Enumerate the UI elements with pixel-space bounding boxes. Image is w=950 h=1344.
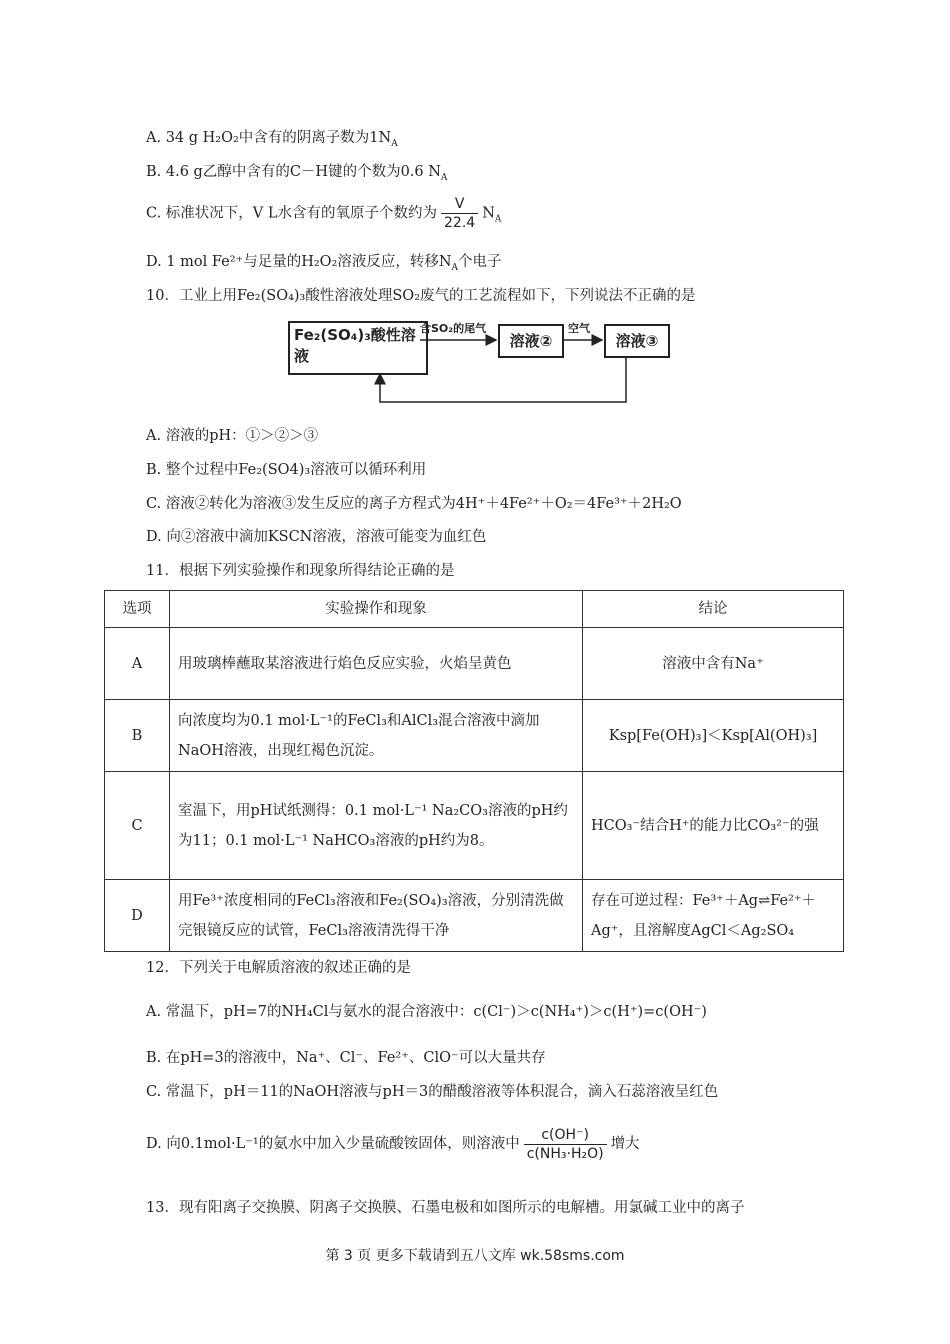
q12-option-b: B. 在pH=3的溶液中，Na⁺、Cl⁻、Fe²⁺、ClO⁻可以大量共存 [146,1050,546,1066]
fraction-v-over-22-4: $\frac{V}{22.4}$ [441,195,478,232]
q13-stem: 13．现有阳离子交换膜、阴离子交换膜、石墨电极和如图所示的电解槽。用氯碱工业中的离子 [146,1200,745,1216]
table-cell-option: C [105,772,170,880]
table-header-option: 选项 [105,591,170,628]
table-cell-conclusion: HCO₃⁻结合H⁺的能力比CO₃²⁻的强 [583,772,844,880]
q10-option-c: C. 溶液②转化为溶液③发生反应的离子方程式为4H⁺＋4Fe²⁺＋O₂＝4Fe³⁺＋2H₂O [146,496,682,512]
q10-option-a: A. 溶液的pH：①＞②＞③ [146,428,319,444]
table-cell-conclusion: 存在可逆过程：Fe³⁺＋Ag⇌Fe²⁺＋Ag⁺，且溶解度AgCl＜Ag₂SO₄ [583,880,844,952]
fraction-oh-over-nh3h2o: $\frac{c(OH^-)}{\text{c(NH₃·H₂O)}}$ [524,1126,607,1163]
table-header-row [105,591,844,628]
q9-option-a: A. 34 g H₂O₂中含有的阴离子数为$1N_A$ [146,130,398,149]
table-cell-option: A [105,628,170,700]
table-header-operation: 实验操作和现象 [170,591,583,628]
page-footer: 第 3 页 更多下载请到五八文库 wk.58sms.com [325,1248,625,1264]
table-cell-operation: 用玻璃棒蘸取某溶液进行焰色反应实验，火焰呈黄色 [170,628,583,700]
table-row [105,628,844,700]
table-cell-operation: 室温下，用pH试纸测得：0.1 mol·L⁻¹ Na₂CO₃溶液的pH约为11；0.1 mol·L⁻¹ NaHCO₃溶液的pH约为8。 [170,772,583,880]
table-cell-operation: 向浓度均为0.1 mol·L⁻¹的FeCl₃和AlCl₃混合溶液中滴加NaOH溶液，出现红褐色沉淀。 [170,700,583,772]
q12-stem: 12．下列关于电解质溶液的叙述正确的是 [146,960,411,976]
q10-stem: 10．工业上用Fe₂(SO₄)₃酸性溶液处理SO₂废气的工艺流程如下，下列说法不正确的是 [146,288,696,304]
table-cell-option: B [105,700,170,772]
flow-box-solution-3: 溶液③ [604,324,670,358]
flow-box-fe2so43: Fe₂(SO₄)₃酸性溶液 [288,321,428,375]
q9-option-b: B. 4.6 g乙醇中含有的C－H键的个数为0.6 $N_A$ [146,164,448,183]
flow-box-solution-2: 溶液② [498,324,564,358]
table-cell-operation: 用Fe³⁺浓度相同的FeCl₃溶液和Fe₂(SO₄)₃溶液，分别清洗做完银镜反应的试管，FeCl₃溶液清洗得干净 [170,880,583,952]
q12-option-a: A. 常温下，pH=7的NH₄Cl与氨水的混合溶液中：c(Cl⁻)＞c(NH₄⁺)＞c(H⁺)=c(OH⁻) [146,1004,707,1020]
q10-option-d: D. 向②溶液中滴加KSCN溶液，溶液可能变为血红色 [146,529,487,545]
q12-option-c: C. 常温下，pH＝11的NaOH溶液与pH＝3的醋酸溶液等体积混合，滴入石蕊溶液呈红色 [146,1084,719,1100]
table-row [105,772,844,880]
q10-option-b: B. 整个过程中Fe₂(SO4)₃溶液可以循环利用 [146,462,427,478]
flow-label-air: 空气 [568,322,590,335]
q11-table [104,590,844,952]
q9-option-c: C. 标准状况下，V L水含有的氧原子个数约为 $\frac{V}{22.4}$ $N_A$ [146,196,502,231]
q12-option-d: D. 向0.1mol·L⁻¹的氨水中加入少量硫酸铵固体，则溶液中 $\frac{c(OH^-)}{\text{c(NH₃·H₂O)}}$ 增大 [146,1126,640,1162]
table-header-conclusion: 结论 [583,591,844,628]
table-cell-conclusion: Ksp[Fe(OH)₃]＜Ksp[Al(OH)₃] [583,700,844,772]
table-row [105,700,844,772]
flow-label-so2-gas: 含SO₂的尾气 [420,322,487,335]
table-cell-conclusion: 溶液中含有Na⁺ [583,628,844,700]
q11-stem: 11．根据下列实验操作和现象所得结论正确的是 [146,563,455,579]
table-cell-option: D [105,880,170,952]
flow-arrows [0,0,950,420]
table-row [105,880,844,952]
q9-option-d: D. 1 mol Fe²⁺与足量的H₂O₂溶液反应，转移$N_A$个电子 [146,254,502,273]
